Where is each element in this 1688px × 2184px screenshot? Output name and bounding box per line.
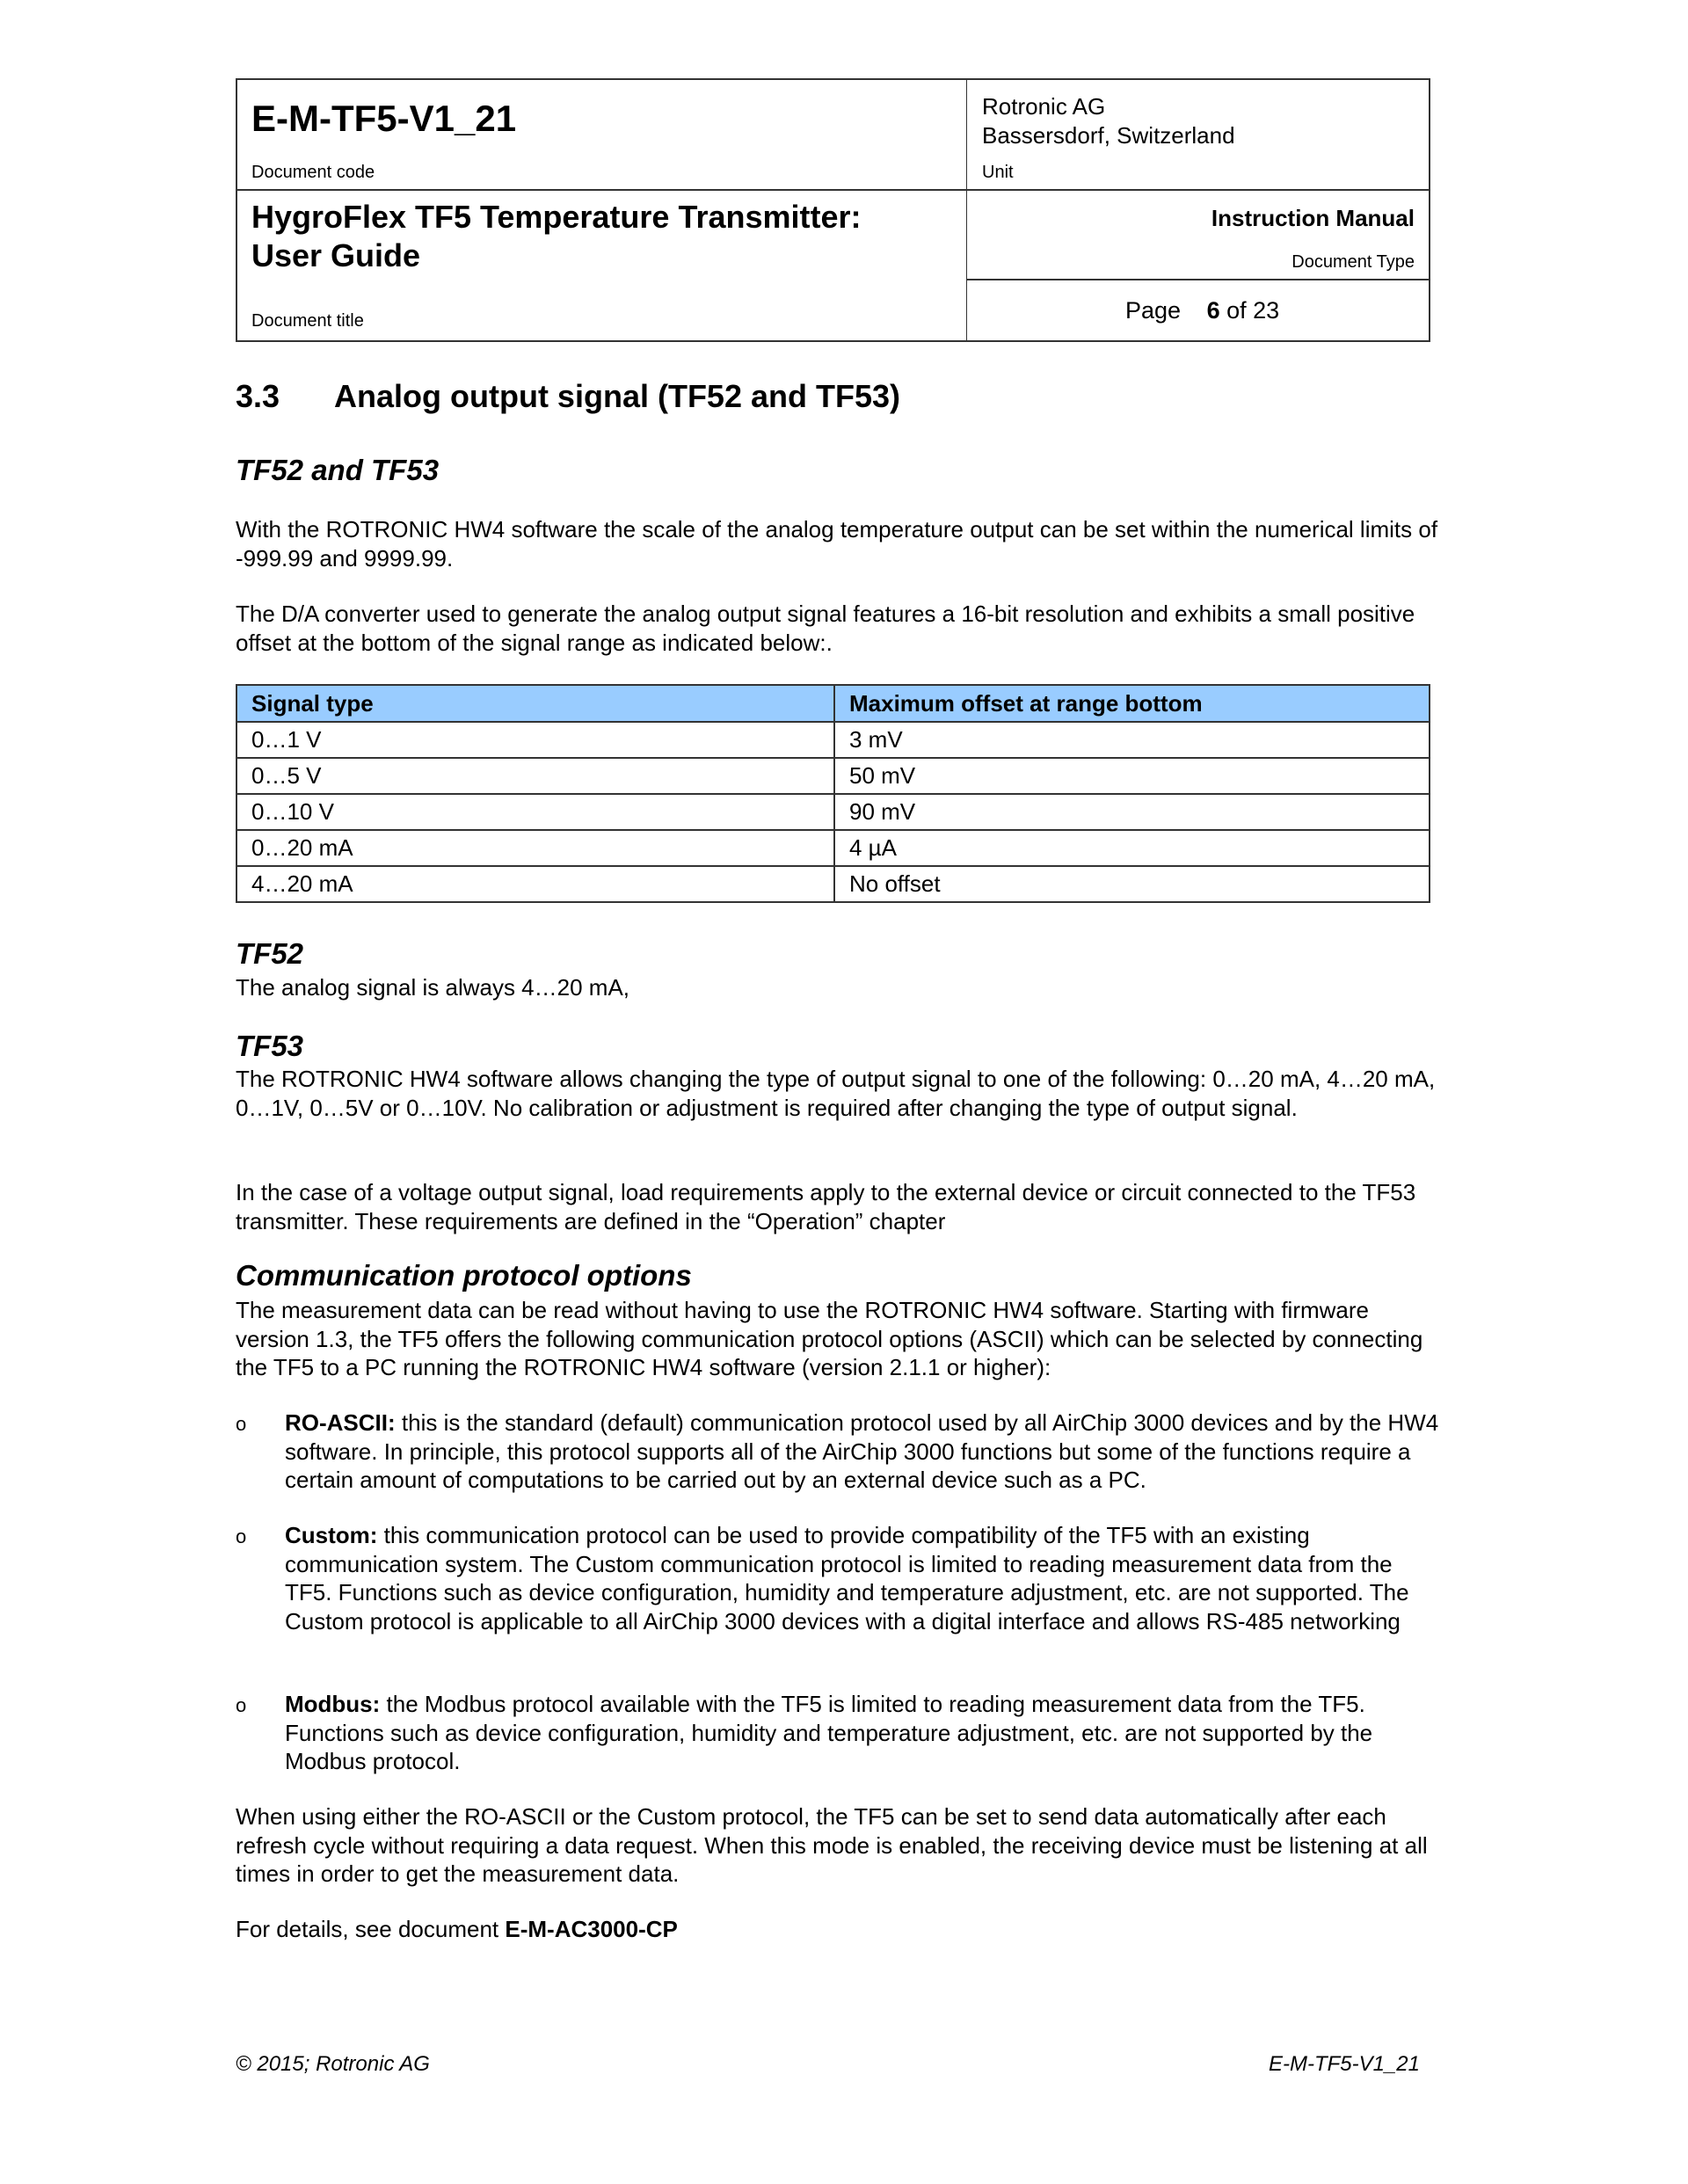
header-column-divider: [966, 80, 967, 340]
paragraph-tf53-signal-types: The ROTRONIC HW4 software allows changing the type of output signal to one of the following: 0…20 mA, 4…20 mA, 0…1V, 0…5V or 0…10V. No calibration or adjustment is required after changing the type of output signal.: [236, 1066, 1436, 1121]
section-heading: [236, 378, 900, 415]
page-label: Page: [1125, 297, 1182, 324]
bullet-term: RO-ASCII:: [285, 1409, 396, 1436]
paragraph-scale-limits: With the ROTRONIC HW4 software the scale of the analog temperature output can be set within the numerical limits of -999.99 and 9999.99.: [236, 516, 1438, 571]
list-item-modbus: [236, 1690, 1440, 1776]
bullet-text: this communication protocol can be used to provide compatibility of the TF5 with an existing communication system. The Custom communication protocol is limited to reading measurement data from the TF5. Functions such as device configuration, humidity and temperature adjustment, etc. are not supported. The Custom protocol is applicable to all AirChip 3000 devices with a digital interface and allows RS-485 networking: [285, 1522, 1409, 1634]
unit-company: Rotronic AG: [982, 93, 1106, 120]
signal-type-cell: 0…5 V: [236, 758, 834, 794]
paragraph-communication-intro: The measurement data can be read without having to use the ROTRONIC HW4 software. Starting with firmware version 1.3, the TF5 offers the following communication protocol options (ASCII) which can be selected by connecting the TF5 to a PC running the ROTRONIC HW4 software (version 2.1.1 or higher):: [236, 1297, 1423, 1380]
list-item-custom: [236, 1521, 1440, 1635]
bullet-text: this is the standard (default) communication protocol used by all AirChip 3000 devices and by the HW4 software. In principle, this protocol supports all of the AirChip 3000 functions but some of the functions require a certain amount of computations to be carried out by an external device such as a PC.: [285, 1409, 1439, 1493]
document-type-label: Document Type: [1291, 252, 1415, 272]
signal-type-cell: 0…1 V: [236, 722, 834, 758]
bullet-text: the Modbus protocol available with the TF5 is limited to reading measurement data from the TF5. Functions such as device configuration, humidity and temperature adjustment, etc. are not supported by the Modbus protocol.: [285, 1691, 1373, 1774]
document-code-label: Document code: [251, 163, 375, 182]
unit-location: Bassersdorf, Switzerland: [982, 122, 1235, 149]
paragraph-tf52: The analog signal is always 4…20 mA,: [236, 974, 630, 1001]
subheading-tf53: TF53: [236, 1030, 304, 1062]
signal-type-cell: 0…20 mA: [236, 830, 834, 866]
details-prefix: For details, see document: [236, 1916, 506, 1942]
header-right-divider: [966, 279, 1429, 280]
offset-cell: 3 mV: [834, 722, 1430, 758]
bullet-circle-icon: o: [236, 1694, 247, 1716]
offset-cell: No offset: [834, 866, 1430, 902]
column-header-signal-type: Signal type: [236, 685, 834, 722]
paragraph-da-converter: The D/A converter used to generate the analog output signal features a 16-bit resolution and exhibits a small positive offset at the bottom of the signal range as indicated below:.: [236, 601, 1415, 656]
document-title-line-1: HygroFlex TF5 Temperature Transmitter:: [251, 199, 862, 235]
paragraph-details-reference: [236, 1915, 1440, 1944]
bullet-term: Modbus:: [285, 1691, 381, 1717]
subheading-tf52: TF52: [236, 937, 304, 970]
paragraph-tf53-load: In the case of a voltage output signal, load requirements apply to the external device or circuit connected to the TF53 transmitter. These requirements are defined in the “Operation” chapter: [236, 1179, 1416, 1234]
offset-cell: 50 mV: [834, 758, 1430, 794]
header-row-divider: [237, 189, 1429, 191]
document-title-line-2: User Guide: [251, 237, 421, 273]
bullet-term: Custom:: [285, 1522, 378, 1548]
document-code: E-M-TF5-V1_21: [251, 98, 517, 139]
subheading-communication-protocol: Communication protocol options: [236, 1259, 692, 1292]
page-total: of 23: [1226, 297, 1280, 324]
signal-type-cell: 0…10 V: [236, 794, 834, 830]
unit-label: Unit: [982, 163, 1014, 182]
footer-copyright: © 2015; Rotronic AG: [236, 2052, 430, 2076]
document-title: [251, 198, 862, 275]
footer-document-code: E-M-TF5-V1_21: [1268, 2052, 1420, 2076]
table-row: [236, 722, 1430, 758]
column-header-max-offset: Maximum offset at range bottom: [834, 685, 1430, 722]
reference-document-code: E-M-AC3000-CP: [505, 1916, 678, 1942]
table-header-row: [236, 685, 1430, 722]
offset-table: [236, 684, 1430, 903]
page-current: 6: [1206, 297, 1220, 324]
table-row: [236, 758, 1430, 794]
document-title-label: Document title: [251, 311, 364, 331]
subheading-tf52-and-tf53: TF52 and TF53: [236, 454, 440, 486]
unit: [982, 92, 1235, 150]
bullet-circle-icon: o: [236, 1413, 247, 1435]
bullet-circle-icon: o: [236, 1525, 247, 1547]
offset-cell: 4 µA: [834, 830, 1430, 866]
list-item-ro-ascii: [236, 1409, 1440, 1495]
page-indicator: [1125, 297, 1279, 324]
section-title: Analog output signal (TF52 and TF53): [334, 378, 900, 414]
document-header-block: [236, 78, 1430, 342]
document-type: Instruction Manual: [1211, 205, 1415, 231]
table-row: [236, 830, 1430, 866]
table-row: [236, 794, 1430, 830]
paragraph-auto-send: When using either the RO-ASCII or the Custom protocol, the TF5 can be set to send data automatically after each refresh cycle without requiring a data request. When this mode is enabled, the receiving device must be listening at all times in order to get the measurement data.: [236, 1803, 1428, 1887]
signal-type-cell: 4…20 mA: [236, 866, 834, 902]
offset-cell: 90 mV: [834, 794, 1430, 830]
section-number: 3.3: [236, 378, 280, 414]
table-row: [236, 866, 1430, 902]
